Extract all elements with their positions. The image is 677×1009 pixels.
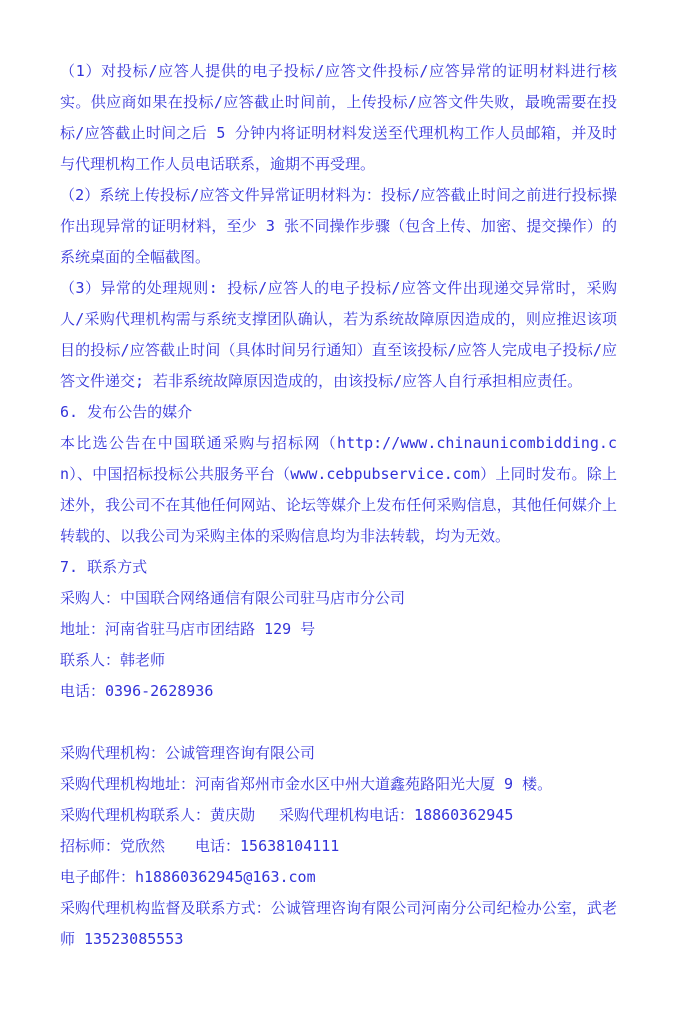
purchaser-phone-line: 电话：0396-2628936 bbox=[60, 682, 214, 700]
notice-item-1: （1）对投标/应答人提供的电子投标/应答文件投标/应答异常的证明材料进行核实。供应商如果在投标/应答截止时间前，上传投标/应答文件失败，最晚需要在投标/应答截止时间之后 5 分钟内将证明材料发送至代理机构工作人员邮箱，并及时与代理机构工作人员电话联系，逾期不再受理。 bbox=[60, 62, 617, 173]
agency-supervision-line: 采购代理机构监督及联系方式：公诚管理咨询有限公司河南分公司纪检办公室，武老师 13523085553 bbox=[60, 899, 617, 948]
agency-name-line: 采购代理机构：公诚管理咨询有限公司 bbox=[60, 744, 316, 762]
purchaser-name-line: 采购人：中国联合网络通信有限公司驻马店市分公司 bbox=[60, 589, 406, 607]
agency-address-line: 采购代理机构地址：河南省郑州市金水区中州大道鑫苑路阳光大厦 9 楼。 bbox=[60, 775, 553, 793]
notice-item-3: （3）异常的处理规则: 投标/应答人的电子投标/应答文件出现递交异常时，采购人/采购代理机构需与系统支撑团队确认，若为系统故障原因造成的，则应推迟该项目的投标/应答截止时间（具体时间另行通知）直至该投标/应答人完成电子投标/应答文件递交; 若非系统故障原因造成的，由该投标/应答人自行承担相应责任。 bbox=[60, 279, 617, 390]
blank-line bbox=[60, 707, 617, 738]
agency-bid-officer-line: 招标师：党欣然 电话：15638104111 bbox=[60, 837, 340, 855]
agency-contact-phone-line: 采购代理机构联系人：黄庆勋 采购代理机构电话：18860362945 bbox=[60, 806, 514, 824]
section-6-heading: 6. 发布公告的媒介 bbox=[60, 403, 193, 421]
agency-email-line: 电子邮件：h18860362945@163.com bbox=[60, 868, 316, 886]
section-6-body: 本比选公告在中国联通采购与招标网（http://www.chinaunicombidding.cn）、中国招标投标公共服务平台（www.cebpubservice.com）上同时发布。除上述外，我公司不在其他任何网站、论坛等媒介上发布任何采购信息，其他任何媒介上转载的、以我公司为采购主体的采购信息均为非法转载，均为无效。 bbox=[60, 434, 617, 545]
notice-item-2: （2）系统上传投标/应答文件异常证明材料为：投标/应答截止时间之前进行投标操作出现异常的证明材料，至少 3 张不同操作步骤（包含上传、加密、提交操作）的系统桌面的全幅截图。 bbox=[60, 186, 617, 266]
purchaser-contact-line: 联系人：韩老师 bbox=[60, 651, 166, 669]
purchaser-address-line: 地址：河南省驻马店市团结路 129 号 bbox=[60, 620, 316, 638]
section-7-heading: 7. 联系方式 bbox=[60, 558, 148, 576]
